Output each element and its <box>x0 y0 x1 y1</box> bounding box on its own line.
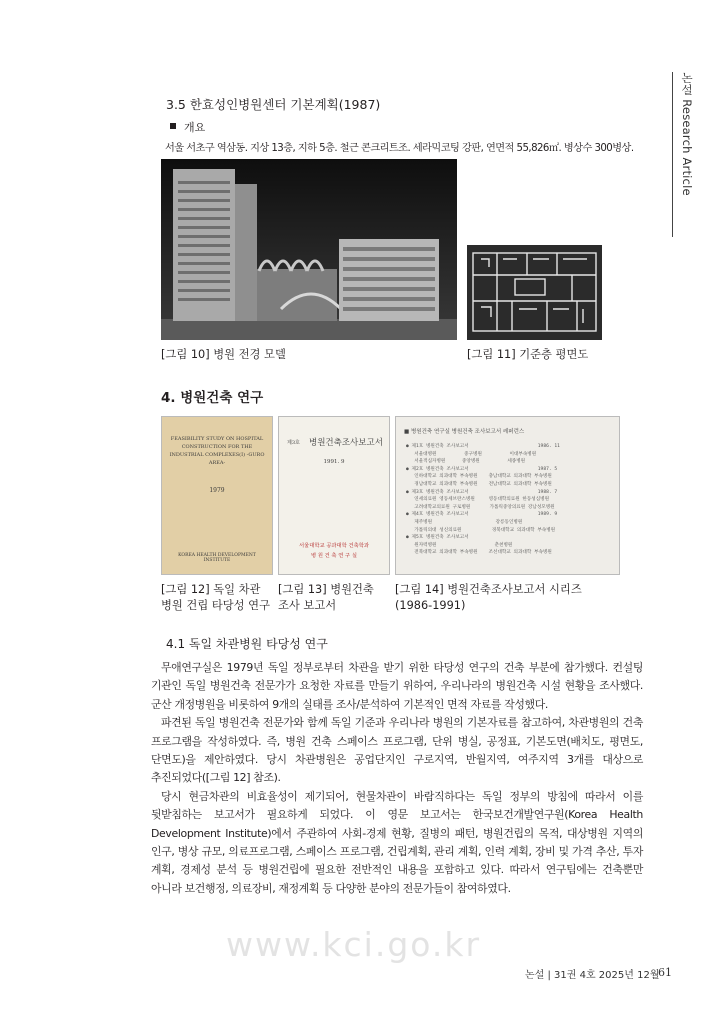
body-text <box>151 659 643 898</box>
cover13-title: 병원건축조사보고서 <box>309 438 383 448</box>
series-list-line: ● 제3호 병원건축 조사보고서 1988. 7 <box>406 489 558 495</box>
paragraph-3: 당시 현금차관의 비효율성이 제기되어, 현물차관이 바람직하다는 독일 정부의 방침에 따라서 이를 뒷받침하는 보고서가 필요하게 되었다. 이 영문 보고서는 한국보건개발연구원(Korea Health Development Institute)에서 주관하여 사회-경제 현황, 질병의 패턴, 병원건립의 목적, 대상병원 지역의 인구, 병상 규모, 의료프로그램, 스페이스 프로그램, 건립계획, 관리 계획, 인력 계획, 장비 및 가격 추산, 투자 계획, 경제성 분석 등 병원건립에 필요한 전반적인 내용을 포함하고 있다. 따라서 연구팀에는 건축뿐만 아니라 보건행정, 의료장비, 재정계획 등 다양한 분야의 전문가들이 참여하였다. <box>151 789 643 895</box>
bullet-item <box>170 119 205 135</box>
section-title: 3.5 한효성인병원센터 기본계획(1987) <box>166 97 381 112</box>
series-list-heading: ■ 병원건축 연구실 병원건축 조사보고서 레퍼런스 <box>404 429 525 435</box>
fig12-caption <box>161 582 270 614</box>
fig14-caption-line1: [그림 14] 병원건축조사보고서 시리즈 <box>395 583 582 596</box>
series-list-line: ● 제2호 병원건축 조사보고서 1987. 5 <box>406 466 558 472</box>
subsection-heading: 4.1 독일 차관병원 타당성 연구 <box>166 637 328 651</box>
series-list-line: 전북대학교 의과대학 부속병원 조선대학교 의과대학 부속병원 <box>406 550 552 556</box>
series-list-line: 연세의료원 영동세브란스병원 영동대학의료원 한동성심병원 <box>406 497 550 503</box>
series-list-line: 제주병원 강릉동인병원 <box>406 519 523 525</box>
survey-report-cover <box>278 416 390 575</box>
series-list-line: 경남대학교 의과대학 부속병원 전남대학교 의과대학 부속병원 <box>406 481 552 487</box>
series-list-line: ● 제4호 병원건축 조사보고서 1989. 9 <box>406 512 558 518</box>
chapter-heading: 4. 병원건축 연구 <box>161 390 264 406</box>
hospital-model-illustration <box>161 159 457 340</box>
side-tab-label: 논설 Research Article <box>680 72 694 196</box>
fig14-caption <box>395 582 582 614</box>
floor-plan-image <box>467 245 602 340</box>
feasibility-report-cover <box>161 416 273 575</box>
cover12-title: FEASIBILITY STUDY ON HOSPITAL CONSTRUCTION FOR THE INDUSTRIAL COMPLEXES(I) -GURO AREA- <box>169 436 265 466</box>
cover12-year: 1979 <box>209 487 225 494</box>
series-list-line: 가톨릭의대 성신의료원 경북대학교 의과대학 부속병원 <box>406 527 556 533</box>
fig11-caption: [그림 11] 기준층 평면도 <box>467 348 589 361</box>
fig13-caption-line2: 조사 보고서 <box>278 599 337 612</box>
paragraph-2: 파견된 독일 병원건축 전문가와 함께 독일 기준과 우리나라 병원의 기본자료를 참고하여, 차관병원의 건축 프로그램을 작성하였다. 즉, 병원 건축 스페이스 프로그램, 단위 병실, 공정표, 기본도면(배치도, 평면도, 단면도)을 제안하였다. 당시 차관병원은 공업단지인 구로지역, 반월지역, 여주지역 3개를 대상으로 추진되었다([그림 12] 참조). <box>151 716 643 785</box>
fig13-caption <box>278 582 374 614</box>
series-list-line: 원자력병원 춘천병원 <box>406 542 513 548</box>
fig10-caption: [그림 10] 병원 전경 모델 <box>161 348 286 361</box>
fig14-caption-line2: (1986-1991) <box>395 599 466 612</box>
intro-text: 서울 서초구 역삼동. 지상 13층, 지하 5층. 철근 콘크리트조. 세라믹코팅 강판, 연면적 55,826㎡. 병상수 300병상. <box>165 143 634 154</box>
page-number: 61 <box>658 966 672 979</box>
series-list-entries <box>406 443 612 557</box>
series-list-line: 인하대학교 의과대학 부속병원 충남대학교 의과대학 부속병원 <box>406 474 552 480</box>
watermark: www.kci.go.kr <box>226 925 482 964</box>
report-series-list <box>395 416 620 575</box>
footer-journal-info: 논설 | 31권 4호 2025년 12월 <box>525 970 660 981</box>
paragraph-1: 무애연구실은 1979년 독일 정부로부터 차관을 받기 위한 타당성 연구의 건축 부분에 참가했다. 컨설팅 기관인 독일 병원건축 전문가가 요청한 자료를 만들기 위하여, 우리나라의 병원건축 시설 현황을 조사했다. 군산 개정병원을 비롯하여 9개의 실태를 조사/분석하여 기본적인 면적 자료를 작성했다. <box>151 661 643 711</box>
floor-plan-illustration <box>467 245 602 340</box>
series-list-line: ● 제5호 병원건축 조사보고서 <box>406 535 469 541</box>
series-list-line: 서울적십자병원 중앙병원 세종병원 <box>406 459 526 465</box>
fig12-caption-line1: [그림 12] 독일 차관 <box>161 583 261 596</box>
series-list-line: 서울대병원 중구병원 이대부속병원 <box>406 451 537 457</box>
fig13-caption-line1: [그림 13] 병원건축 <box>278 583 374 596</box>
section-side-tab <box>672 72 695 237</box>
cover13-volume: 제3호 <box>287 440 300 446</box>
series-list-line: ● 제1호 병원건축 조사보고서 1986. 11 <box>406 444 560 449</box>
cover12-publisher: KOREA HEALTH DEVELOPMENT INSTITUTE <box>178 553 256 563</box>
square-bullet-icon <box>170 123 176 129</box>
bullet-label: 개요 <box>184 121 206 134</box>
cover13-date: 1991. 9 <box>323 459 345 465</box>
cover13-publisher-1: 서울대학교 공과대학 건축학과 <box>299 543 369 549</box>
hospital-model-photo <box>161 159 457 340</box>
series-list-line: 고려대학교의료원 구로병원 가톨릭중앙의료원 강남성모병원 <box>406 504 555 510</box>
fig12-caption-line2: 병원 건립 타당성 연구 <box>161 599 270 612</box>
cover13-publisher-2: 병 원 건 축 연 구 실 <box>311 553 357 559</box>
